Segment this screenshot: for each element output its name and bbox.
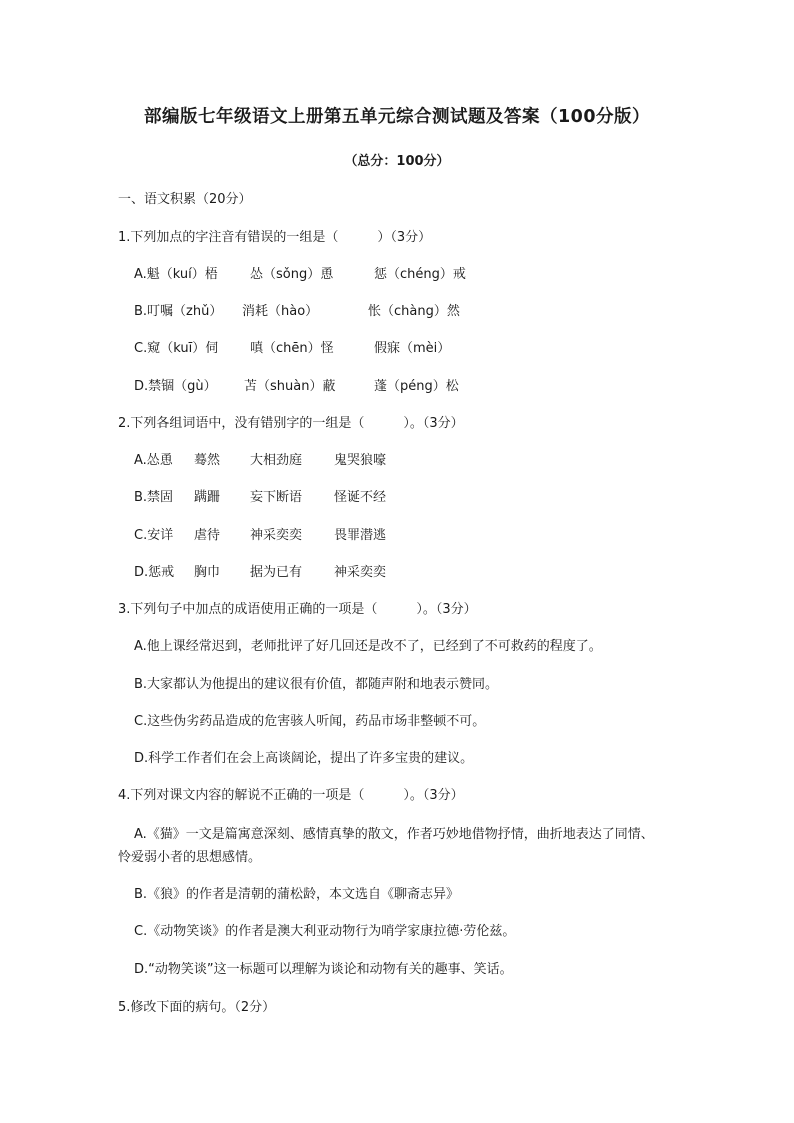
question-3-option-b: B.大家都认为他提出的建议很有价值，都随声附和地表示赞同。 bbox=[134, 677, 499, 692]
option-item: 胸巾 bbox=[194, 565, 221, 580]
question-4-option-d: D.“动物笑谈”这一标题可以理解为谈论和动物有关的趣事、笑话。 bbox=[134, 962, 513, 977]
option-item: 大相劲庭 bbox=[250, 453, 303, 468]
option-item: B.禁固 bbox=[134, 490, 174, 505]
option-item: C.安详 bbox=[134, 528, 174, 543]
question-3-option-c: C.这些伪劣药品造成的危害骇人听闻，药品市场非整顿不可。 bbox=[134, 714, 486, 729]
option-item: 虐待 bbox=[194, 528, 221, 543]
question-2-stem: 2.下列各组词语中，没有错别字的一组是（ ）。（3分） bbox=[118, 416, 464, 431]
option-item: 假寐（mèi） bbox=[374, 341, 451, 356]
option-item: 蓦然 bbox=[194, 453, 221, 468]
option-item: 嗔（chēn）怪 bbox=[250, 341, 334, 356]
option-item: 神采奕奕 bbox=[250, 528, 303, 543]
question-4-option-b: B.《狼》的作者是清朝的蒲松龄，本文选自《聊斋志异》 bbox=[134, 887, 460, 902]
option-item: D.禁锢（gù） bbox=[134, 379, 217, 394]
option-item: 蹒跚 bbox=[194, 490, 221, 505]
option-item: 蓬（péng）松 bbox=[374, 379, 459, 394]
question-4-option-c: C.《动物笑谈》的作者是澳大利亚动物行为哨学家康拉德·劳伦兹。 bbox=[134, 924, 516, 939]
option-item: 惩（chéng）戒 bbox=[374, 267, 466, 282]
question-1-stem: 1.下列加点的字注音有错误的一组是（ ）（3分） bbox=[118, 230, 432, 245]
question-4-stem: 4.下列对课文内容的解说不正确的一项是（ ）。（3分） bbox=[118, 788, 464, 803]
question-3-option-d: D.科学工作者们在会上高谈阔论，提出了许多宝贵的建议。 bbox=[134, 751, 474, 766]
option-item: 苫（shuàn）蔽 bbox=[244, 379, 336, 394]
question-3-stem: 3.下列句子中加点的成语使用正确的一项是（ ）。（3分） bbox=[118, 602, 477, 617]
option-item: 怅（chàng）然 bbox=[368, 304, 460, 319]
option-item: 神采奕奕 bbox=[334, 565, 387, 580]
question-4-option-a-line-2: 怜爱弱小者的思想感情。 bbox=[118, 850, 262, 865]
option-item: 畏罪潜逃 bbox=[334, 528, 387, 543]
question-3-option-a: A.他上课经常迟到，老师批评了好几回还是改不了，已经到了不可救药的程度了。 bbox=[134, 639, 602, 654]
option-item: B.叮嘱（zhǔ） bbox=[134, 304, 223, 319]
option-item: A.怂恿 bbox=[134, 453, 173, 468]
question-4-option-a-line-1: A.《猫》一文是篇寓意深刻、感情真挚的散文，作者巧妙地借物抒情，曲折地表达了同情、 bbox=[134, 827, 654, 842]
section-heading: 一、语文积累（20分） bbox=[118, 192, 252, 207]
option-item: C.窥（kuī）伺 bbox=[134, 341, 219, 356]
question-5-stem: 5.修改下面的病句。（2分） bbox=[118, 1000, 276, 1015]
option-item: D.惩戒 bbox=[134, 565, 175, 580]
option-item: 妄下断语 bbox=[250, 490, 303, 505]
option-item: 怂（sǒng）恿 bbox=[250, 267, 334, 282]
option-item: A.魁（kuí）梧 bbox=[134, 267, 218, 282]
option-item: 消耗（hào） bbox=[242, 304, 319, 319]
option-item: 怪诞不经 bbox=[334, 490, 387, 505]
total-score: （总分：100分） bbox=[344, 154, 450, 169]
option-item: 据为已有 bbox=[250, 565, 303, 580]
option-item: 鬼哭狼嚎 bbox=[334, 453, 387, 468]
page-title: 部编版七年级语文上册第五单元综合测试题及答案（100分版） bbox=[143, 107, 651, 127]
